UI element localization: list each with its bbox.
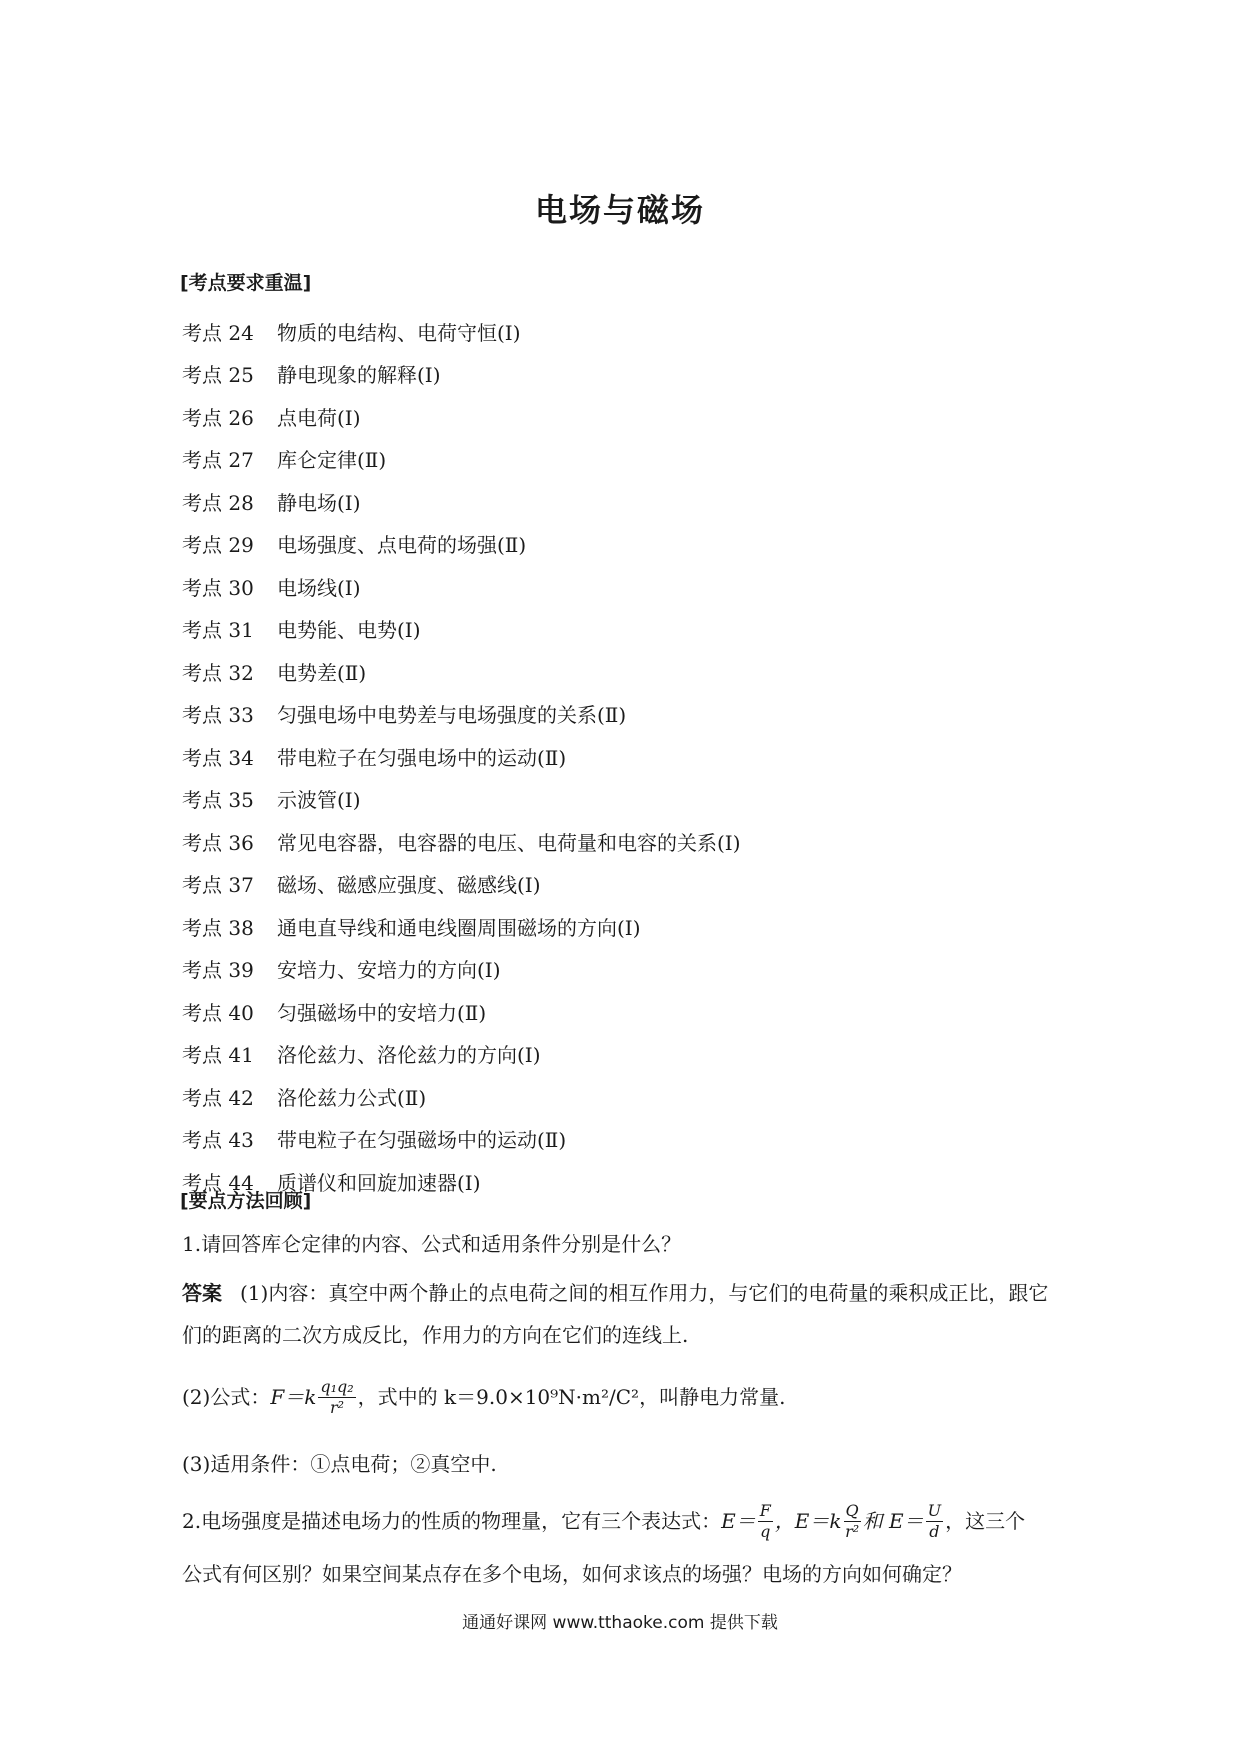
kaodian-item	[182, 353, 741, 396]
kaodian-number: 考点 44	[182, 1170, 254, 1195]
kaodian-text: 电势差(Ⅱ)	[277, 660, 367, 685]
kaodian-number: 考点 28	[182, 490, 254, 515]
kaodian-item	[182, 990, 741, 1033]
question-1: 1.请回答库仑定律的内容、公式和适用条件分别是什么？	[182, 1232, 682, 1256]
kaodian-number: 考点 37	[182, 873, 254, 898]
kaodian-item	[182, 948, 741, 991]
kaodian-text: 洛伦兹力、洛伦兹力的方向(Ⅰ)	[277, 1043, 541, 1068]
coulomb-fraction	[318, 1376, 355, 1417]
kaodian-number: 考点 29	[182, 533, 254, 558]
q2-e1-left: E＝	[721, 1509, 756, 1533]
kaodian-item	[182, 480, 741, 523]
fraction-Q-over-r2	[844, 1500, 861, 1541]
kaodian-text: 带电粒子在匀强磁场中的运动(Ⅱ)	[277, 1128, 567, 1153]
fraction-numerator: q₁q₂	[320, 1376, 354, 1396]
kaodian-text: 点电荷(Ⅰ)	[277, 405, 361, 430]
kaodian-text: 洛伦兹力公式(Ⅱ)	[277, 1085, 427, 1110]
q2-prefix: 2.电场强度是描述电场力的性质的物理量，它有三个表达式：	[182, 1509, 722, 1533]
answer-1-formula	[182, 1374, 1062, 1420]
kaodian-item	[182, 693, 741, 736]
kaodian-text: 匀强磁场中的安培力(Ⅱ)	[277, 1000, 487, 1025]
question-2-line1	[182, 1494, 1062, 1548]
q2-suffix: ，这三个	[945, 1509, 1026, 1533]
kaodian-text: 静电现象的解释(Ⅰ)	[277, 363, 441, 388]
kaodian-text: 带电粒子在匀强电场中的运动(Ⅱ)	[277, 745, 567, 770]
kaodian-item	[182, 523, 741, 566]
kaodian-item	[182, 565, 741, 608]
kaodian-item	[182, 863, 741, 906]
answer-1-content	[182, 1272, 1062, 1356]
kaodian-number: 考点 38	[182, 915, 254, 940]
kaodian-item	[182, 608, 741, 651]
fraction-denominator: d	[929, 1521, 940, 1541]
kaodian-text: 库仑定律(Ⅱ)	[277, 448, 387, 473]
kaodian-number: 考点 26	[182, 405, 254, 430]
kaodian-text: 常见电容器，电容器的电压、电荷量和电容的关系(Ⅰ)	[277, 830, 741, 855]
kaodian-text: 磁场、磁感应强度、磁感线(Ⅰ)	[277, 873, 541, 898]
kaodian-number: 考点 36	[182, 830, 254, 855]
answer-1-part1: (1)内容：真空中两个静止的点电荷之间的相互作用力，与它们的电荷量的乘积成正比，跟它们的距离的二次方成反比，作用力的方向在它们的连线上.	[182, 1281, 1049, 1347]
kaodian-text: 质谱仪和回旋加速器(Ⅰ)	[277, 1170, 481, 1195]
kaodian-text: 示波管(Ⅰ)	[277, 788, 361, 813]
kaodian-number: 考点 40	[182, 1000, 254, 1025]
kaodian-item	[182, 905, 741, 948]
kaodian-number: 考点 24	[182, 320, 254, 345]
kaodian-item	[182, 1075, 741, 1118]
fraction-U-over-d	[926, 1500, 943, 1541]
kaodian-item	[182, 310, 741, 353]
q2-e2-left: ，E＝k	[774, 1509, 842, 1533]
kaodian-text: 通电直导线和通电线圈周围磁场的方向(Ⅰ)	[277, 915, 641, 940]
kaodian-number: 考点 35	[182, 788, 254, 813]
fraction-F-over-q	[758, 1500, 773, 1541]
kaodian-item	[182, 395, 741, 438]
section-heading-review: [要点方法回顾]	[180, 1190, 312, 1212]
fraction-numerator: F	[759, 1500, 771, 1520]
kaodian-number: 考点 39	[182, 958, 254, 983]
fraction-denominator: r²	[329, 1397, 345, 1417]
kaodian-number: 考点 27	[182, 448, 254, 473]
question-2-line2: 公式有何区别？如果空间某点存在多个电场，如何求该点的场强？电场的方向如何确定？	[182, 1562, 962, 1586]
kaodian-item	[182, 778, 741, 821]
formula-eq: ＝k	[284, 1385, 317, 1409]
kaodian-number: 考点 25	[182, 363, 254, 388]
kaodian-number: 考点 30	[182, 575, 254, 600]
kaodian-item	[182, 650, 741, 693]
formula-prefix: (2)公式：	[182, 1385, 271, 1409]
kaodian-number: 考点 42	[182, 1085, 254, 1110]
kaodian-number: 考点 33	[182, 703, 254, 728]
fraction-numerator: Q	[845, 1500, 859, 1520]
q2-e3-left: 和 E＝	[862, 1509, 924, 1533]
kaodian-text: 物质的电结构、电荷守恒(Ⅰ)	[277, 320, 521, 345]
kaodian-list	[182, 310, 741, 1203]
kaodian-item	[182, 735, 741, 778]
kaodian-item	[182, 1033, 741, 1076]
fraction-denominator: r²	[845, 1521, 860, 1541]
page-title: 电场与磁场	[534, 191, 705, 229]
kaodian-text: 电势能、电势(Ⅰ)	[277, 618, 421, 643]
fraction-denominator: q	[760, 1521, 771, 1541]
kaodian-number: 考点 34	[182, 745, 254, 770]
section-heading-requirements: [考点要求重温]	[180, 272, 312, 294]
kaodian-text: 电场线(Ⅰ)	[277, 575, 361, 600]
kaodian-text: 安培力、安培力的方向(Ⅰ)	[277, 958, 501, 983]
formula-F: F	[270, 1385, 285, 1409]
formula-suffix: ，式中的 k＝9.0×10⁹N·m²/C²，叫静电力常量.	[357, 1385, 786, 1409]
footer-source: 通通好课网 www.tthaoke.com 提供下载	[462, 1613, 778, 1633]
kaodian-number: 考点 32	[182, 660, 254, 685]
kaodian-text: 静电场(Ⅰ)	[277, 490, 361, 515]
answer-label: 答案	[182, 1281, 222, 1305]
kaodian-item	[182, 438, 741, 481]
kaodian-item	[182, 820, 741, 863]
kaodian-number: 考点 31	[182, 618, 254, 643]
answer-1-conditions: (3)适用条件：①点电荷；②真空中.	[182, 1452, 497, 1476]
fraction-numerator: U	[927, 1500, 942, 1520]
kaodian-text: 电场强度、点电荷的场强(Ⅱ)	[277, 533, 527, 558]
kaodian-number: 考点 43	[182, 1128, 254, 1153]
kaodian-item	[182, 1118, 741, 1161]
kaodian-number: 考点 41	[182, 1043, 254, 1068]
kaodian-text: 匀强电场中电势差与电场强度的关系(Ⅱ)	[277, 703, 627, 728]
